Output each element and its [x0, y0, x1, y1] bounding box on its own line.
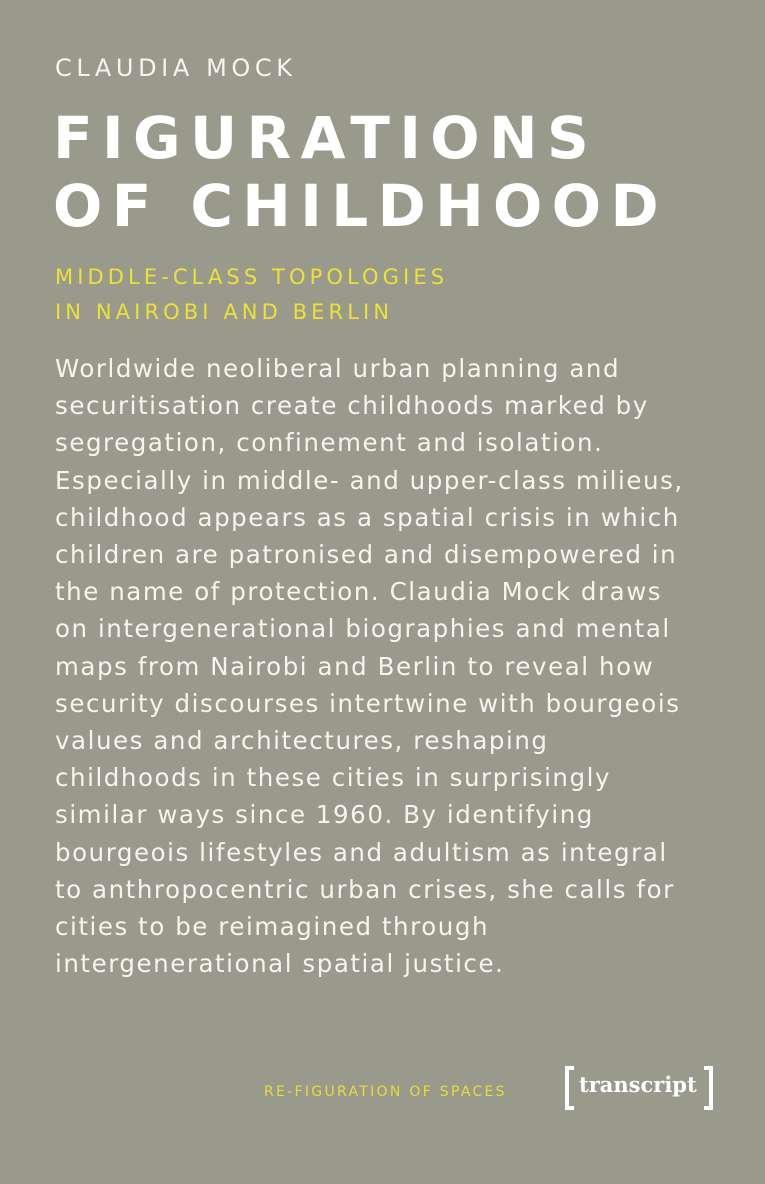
author-name: CLAUDIA MOCK — [55, 54, 297, 82]
book-blurb — [55, 350, 684, 982]
book-title — [53, 104, 668, 240]
subtitle-line-2: IN NAIROBI AND BERLIN — [55, 300, 394, 324]
blurb-line: on intergenerational biographies and mental — [55, 614, 671, 644]
blurb-line: similar ways since 1960. By identifying — [55, 800, 594, 830]
publisher-name: transcript — [579, 1072, 697, 1097]
blurb-line: values and architectures, reshaping — [55, 726, 549, 756]
blurb-line: to anthropocentric urban crises, she calls for — [55, 874, 675, 904]
left-bracket-icon — [565, 1066, 574, 1110]
subtitle-line-1: MIDDLE-CLASS TOPOLOGIES — [55, 265, 449, 289]
series-name: RE-FIGURATION OF SPACES — [264, 1084, 507, 1100]
blurb-line: security discourses intertwine with bourgeois — [55, 688, 681, 718]
blurb-line: Especially in middle- and upper-class milieus, — [55, 465, 684, 495]
blurb-line: childhood appears as a spatial crisis in which — [55, 502, 680, 532]
blurb-line: segregation, confinement and isolation. — [55, 428, 604, 458]
title-line-2: OF CHILDHOOD — [53, 172, 669, 240]
blurb-line: securitisation create childhoods marked by — [55, 391, 649, 421]
blurb-line: bourgeois lifestyles and adultism as integral — [55, 837, 668, 867]
publisher-logo — [565, 1066, 713, 1110]
right-bracket-icon — [704, 1066, 713, 1110]
book-subtitle — [55, 260, 448, 330]
blurb-line: cities to be reimagined through — [55, 912, 490, 942]
blurb-line: children are patronised and disempowered in — [55, 540, 678, 570]
blurb-line: childhoods in these cities in surprisingly — [55, 763, 612, 793]
blurb-line: maps from Nairobi and Berlin to reveal how — [55, 651, 655, 681]
blurb-line: Worldwide neoliberal urban planning and — [55, 354, 621, 383]
title-line-1: FIGURATIONS — [53, 104, 599, 172]
blurb-line: intergenerational spatial justice. — [55, 949, 505, 979]
blurb-line: the name of protection. Claudia Mock draws — [55, 577, 663, 607]
